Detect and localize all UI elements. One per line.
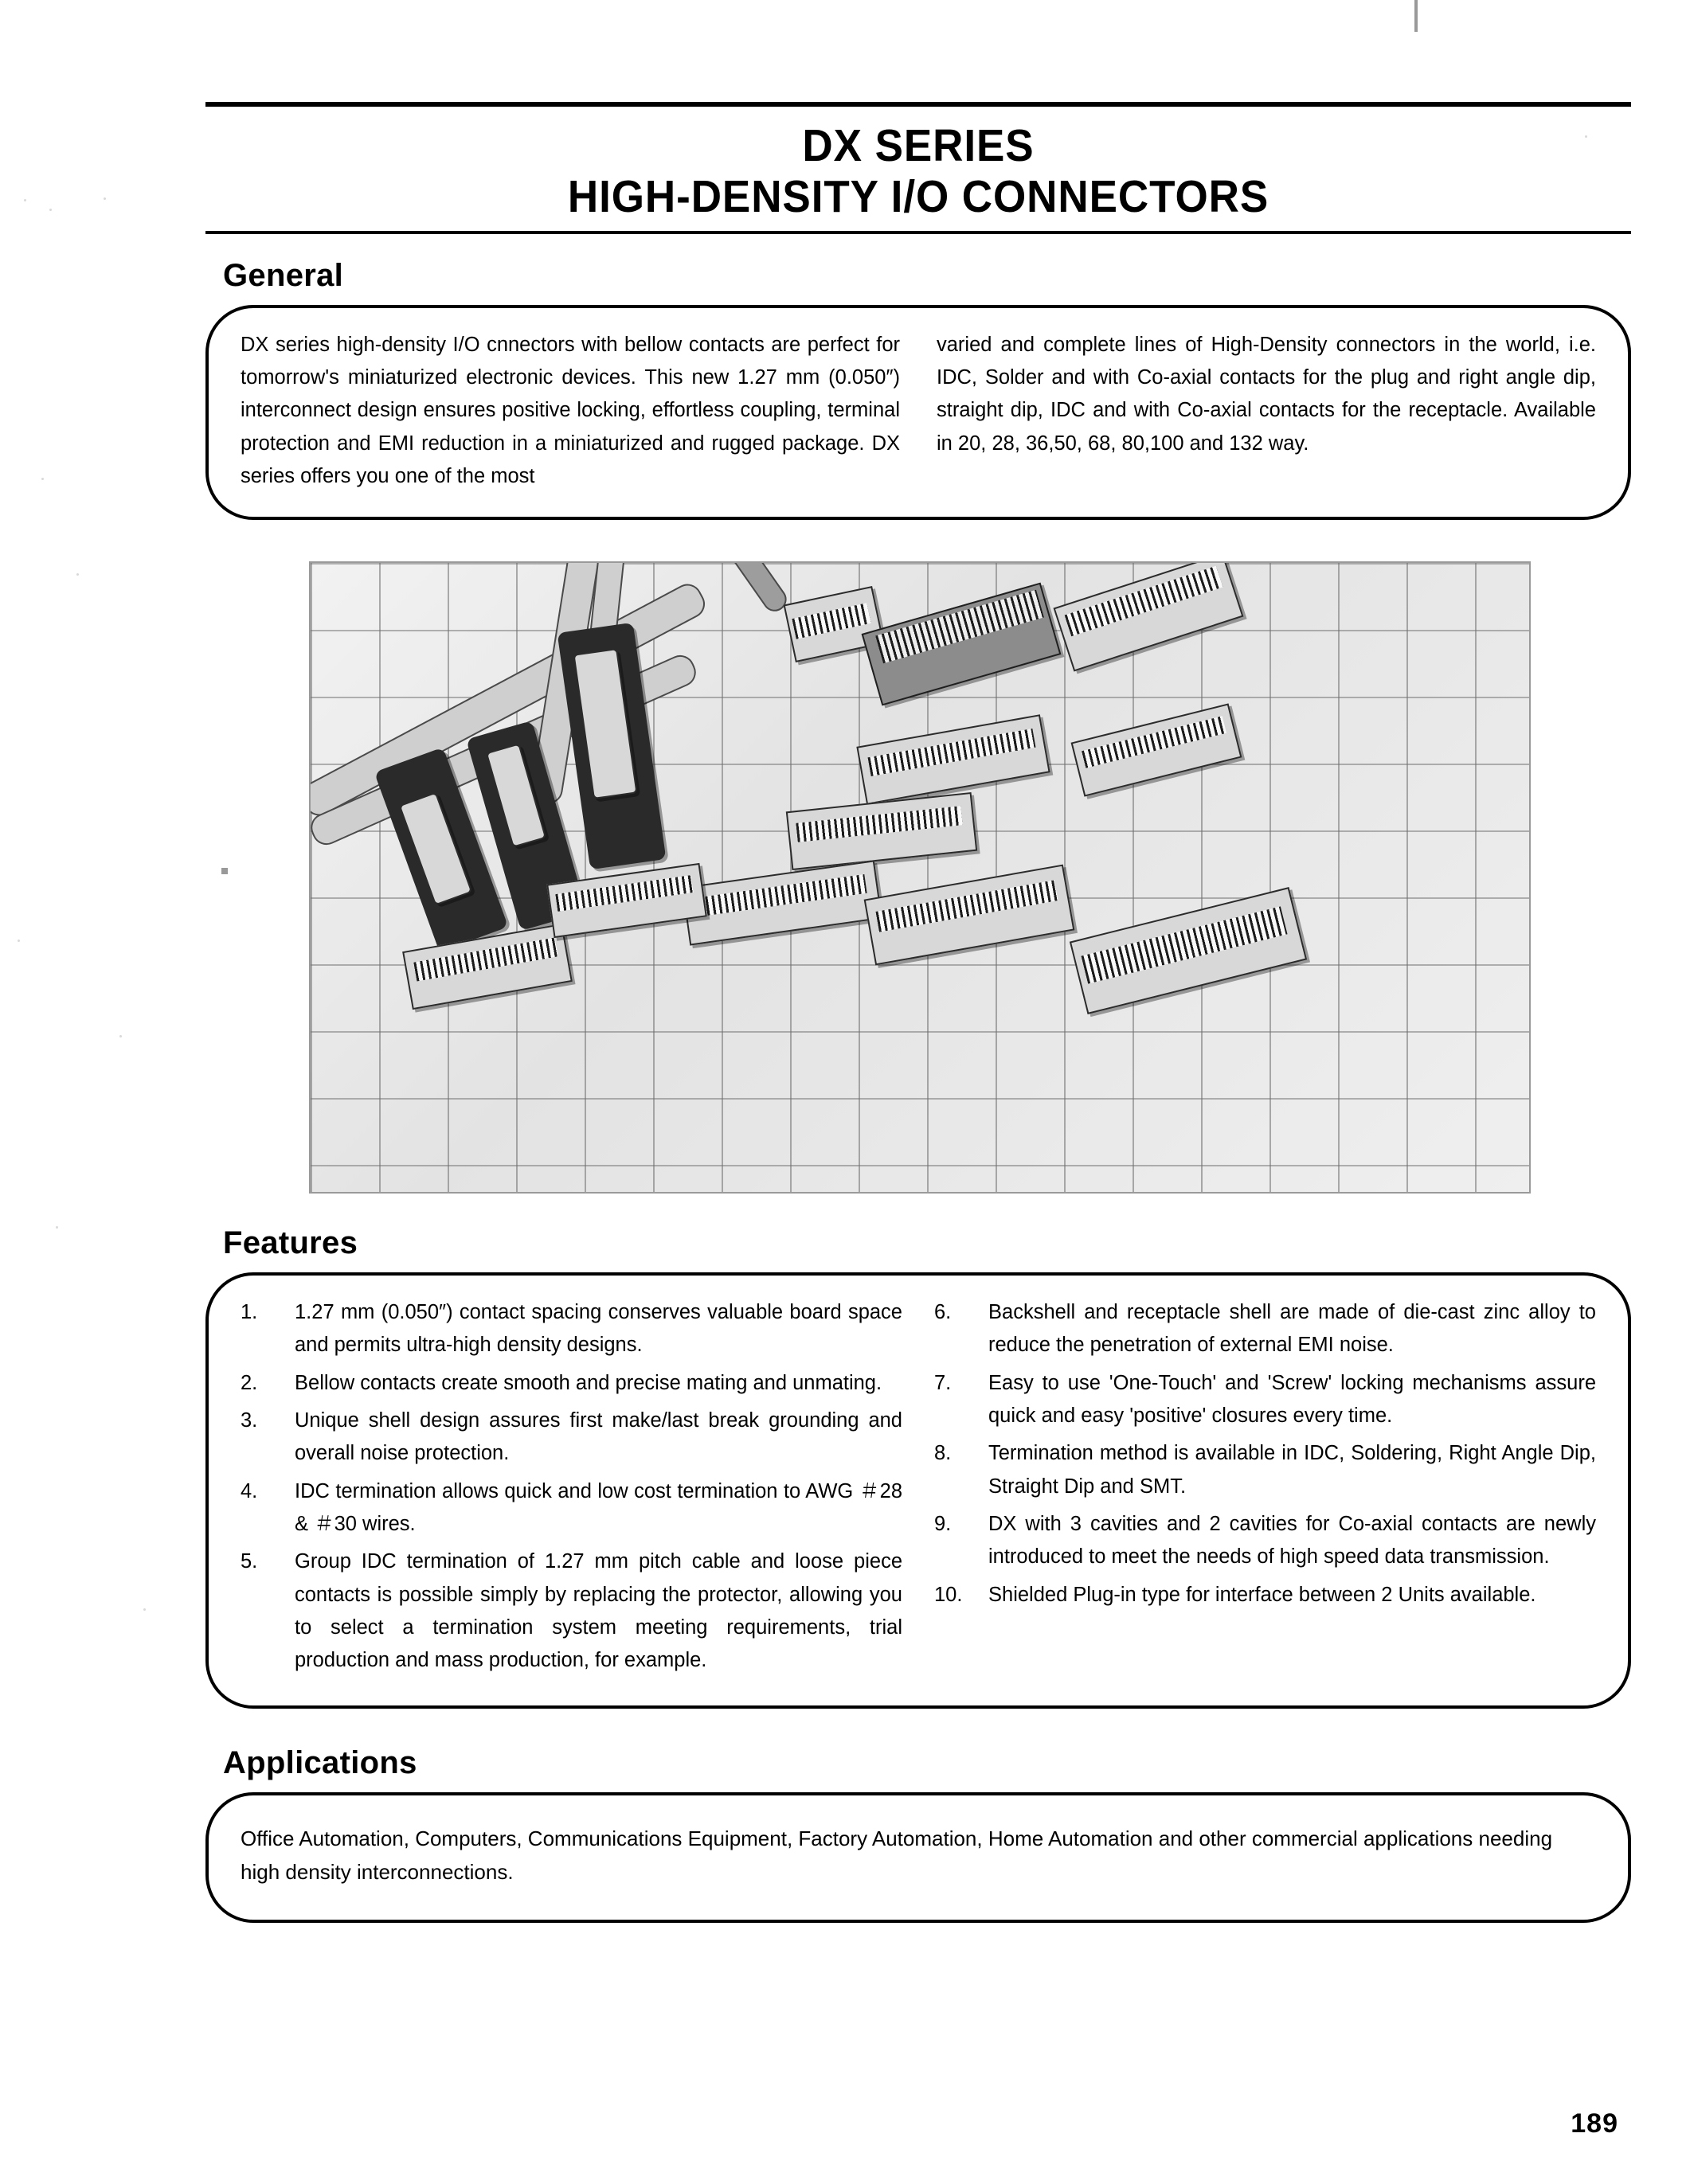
feature-item [241,1367,902,1400]
general-heading: General [223,257,344,293]
feature-item [241,1475,902,1541]
scan-speckle [56,1226,58,1229]
page-content [205,102,1631,1923]
scan-speckle [119,1035,122,1037]
product-photo [309,561,1528,1190]
feature-number: 5. [241,1550,258,1573]
scan-speckle [143,1608,146,1611]
feature-number: 9. [934,1512,952,1535]
document-title [205,107,1631,231]
feature-text: Shielded Plug-in type for interface between 2 Units available. [988,1583,1536,1606]
feature-number: 6. [934,1301,952,1324]
feature-item [934,1437,1596,1503]
applications-text: Office Automation, Computers, Communications Equipment, Factory Automation, Home Automation and other commercial applications needing high density interconnections. [241,1827,1553,1884]
title-line-2: HIGH-DENSITY I/O CONNECTORS [567,170,1269,222]
feature-number: 8. [934,1442,952,1465]
feature-number: 7. [934,1371,952,1394]
feature-number: 3. [241,1409,258,1432]
page-number: 189 [1571,2108,1618,2139]
feature-number: 10. [934,1583,963,1606]
scan-speckle [24,199,26,201]
applications-heading: Applications [223,1745,417,1781]
feature-number: 1. [241,1301,258,1324]
scan-speckle [49,209,52,211]
feature-number: 2. [241,1371,258,1394]
general-paragraph-right: varied and complete lines of High-Density connectors in the world, i.e. IDC, Solder and with Co-axial contacts for the plug and right angle dip, straight dip, IDC and with Co-axial contacts for the receptacle. Available in 20, 28, 36,50, 68, 80,100 and 132 way. [937,333,1596,455]
feature-text: Easy to use 'One-Touch' and 'Screw' locking mechanisms assure quick and easy 'positive' closures every time. [988,1371,1596,1428]
feature-text: Unique shell design assures first make/last break grounding and overall noise protection. [295,1409,902,1465]
feature-text: Backshell and receptacle shell are made of die-cast zinc alloy to reduce the penetration of external EMI noise. [988,1301,1596,1357]
general-box [205,305,1631,520]
feature-item [934,1367,1596,1433]
feature-item [934,1508,1596,1574]
features-list-left [241,1296,902,1677]
scan-speckle [76,573,79,576]
general-paragraph-left: DX series high-density I/O cnnectors with bellow contacts are perfect for tomorrow's miniaturized electronic devices. This new 1.27 mm (0.050″) interconnect design ensures positive locking, effortless coupling, terminal protection and EMI reduction in a miniaturized and rugged package. DX series offers you one of the most [241,333,900,487]
feature-item [934,1579,1596,1612]
applications-box [205,1792,1631,1922]
feature-text: IDC termination allows quick and low cost termination to AWG ＃28 & ＃30 wires. [295,1479,902,1535]
product-photo-image [309,561,1531,1194]
feature-text: 1.27 mm (0.050″) contact spacing conserves valuable board space and permits ultra-high density designs. [295,1301,902,1357]
feature-text: Group IDC termination of 1.27 mm pitch cable and loose piece contacts is possible simply by replacing the protector, allowing you to select a termination system meeting requirements, trial production and mass production, for example. [295,1550,902,1672]
feature-text: Bellow contacts create smooth and precise mating and unmating. [295,1371,882,1394]
features-list-right [934,1296,1596,1612]
scan-speckle [41,478,44,480]
ribbon-cable [702,561,792,616]
title-line-1: DX SERIES [802,120,1035,171]
header-rule-bottom [205,231,1631,234]
feature-item [241,1405,902,1471]
feature-text: DX with 3 cavities and 2 cavities for Co-axial contacts are newly introduced to meet the needs of high speed data transmission. [988,1512,1596,1569]
scan-speckle [104,197,106,200]
crop-mark [1414,0,1418,32]
feature-item [934,1296,1596,1362]
scan-speckle [18,940,20,942]
feature-item [241,1296,902,1362]
feature-item [241,1545,902,1677]
feature-number: 4. [241,1479,258,1502]
feature-text: Termination method is available in IDC, Soldering, Right Angle Dip, Straight Dip and SMT. [988,1442,1596,1498]
features-heading: Features [223,1225,358,1261]
features-box [205,1272,1631,1709]
